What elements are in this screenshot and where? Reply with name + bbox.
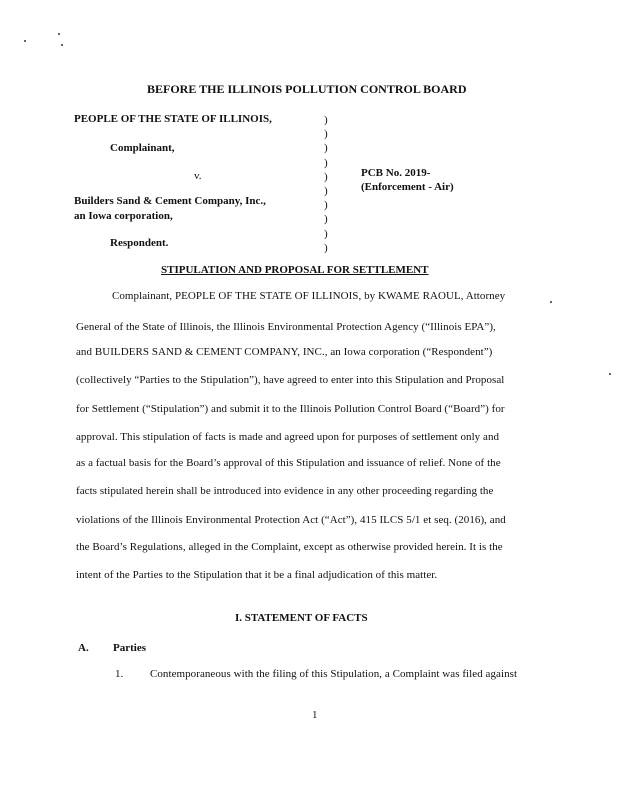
respondent-name-line2: an Iowa corporation, xyxy=(74,210,173,222)
paragraph-text: Contemporaneous with the filing of this Stipulation, a Complaint was filed against xyxy=(150,668,518,680)
scan-speck xyxy=(609,373,611,375)
intro-line: the Board’s Regulations, alleged in the Complaint, except as otherwise provided herein. It is the xyxy=(76,541,503,553)
subsection-title: Parties xyxy=(113,642,146,654)
caption-paren: ) xyxy=(324,156,328,169)
intro-line: facts stipulated herein shall be introduced into evidence in any other proceeding regarding the xyxy=(76,485,494,497)
intro-line: approval. This stipulation of facts is made and agreed upon for purposes of settlement only and xyxy=(76,431,500,443)
intro-line: Complainant, PEOPLE OF THE STATE OF ILLINOIS, by KWAME RAOUL, Attorney xyxy=(112,290,506,302)
subsection-letter: A. xyxy=(78,642,89,654)
caption-paren: ) xyxy=(324,199,328,212)
page-number: 1 xyxy=(312,709,318,721)
scan-speck xyxy=(61,44,63,46)
scan-speck xyxy=(550,301,552,303)
intro-line: for Settlement (“Stipulation”) and submit it to the Illinois Pollution Control Board (“Board”) for xyxy=(76,403,505,415)
intro-line: violations of the Illinois Environmental Protection Act (“Act”), 415 ILCS 5/1 et seq. (2016), and xyxy=(76,514,506,526)
caption-paren: ) xyxy=(324,170,328,183)
intro-line: (collectively “Parties to the Stipulation”), have agreed to enter into this Stipulation and Proposal xyxy=(76,374,505,386)
scan-speck xyxy=(24,40,26,42)
caption-paren: ) xyxy=(324,184,328,197)
versus-label: v. xyxy=(194,170,202,182)
caption-paren: ) xyxy=(324,241,328,254)
case-number: PCB No. 2019- xyxy=(361,167,431,179)
paragraph-number: 1. xyxy=(115,668,124,680)
caption-paren-column xyxy=(324,113,332,255)
intro-line: as a factual basis for the Board’s approval of this Stipulation and issuance of relief. None of the xyxy=(76,457,501,469)
caption-paren: ) xyxy=(324,142,328,155)
complainant-role: Complainant, xyxy=(110,142,175,154)
intro-line: intent of the Parties to the Stipulation that it be a final adjudication of this matter. xyxy=(76,569,438,581)
section-heading: I. STATEMENT OF FACTS xyxy=(235,612,368,624)
respondent-role: Respondent. xyxy=(110,237,169,249)
intro-line: General of the State of Illinois, the Illinois Environmental Protection Agency (“Illinois EPA”), xyxy=(76,321,496,333)
caption-paren: ) xyxy=(324,227,328,240)
caption-paren: ) xyxy=(324,213,328,226)
respondent-name-line1: Builders Sand & Cement Company, Inc., xyxy=(74,195,266,207)
document-title: STIPULATION AND PROPOSAL FOR SETTLEMENT xyxy=(161,264,429,276)
caption-paren: ) xyxy=(324,128,328,141)
complainant-name: PEOPLE OF THE STATE OF ILLINOIS, xyxy=(74,113,272,125)
intro-line: and BUILDERS SAND & CEMENT COMPANY, INC., an Iowa corporation (“Respondent”) xyxy=(76,346,493,358)
case-type: (Enforcement - Air) xyxy=(361,181,454,193)
scan-speck xyxy=(58,33,60,35)
court-heading: BEFORE THE ILLINOIS POLLUTION CONTROL BOARD xyxy=(147,82,467,96)
caption-paren: ) xyxy=(324,114,328,126)
